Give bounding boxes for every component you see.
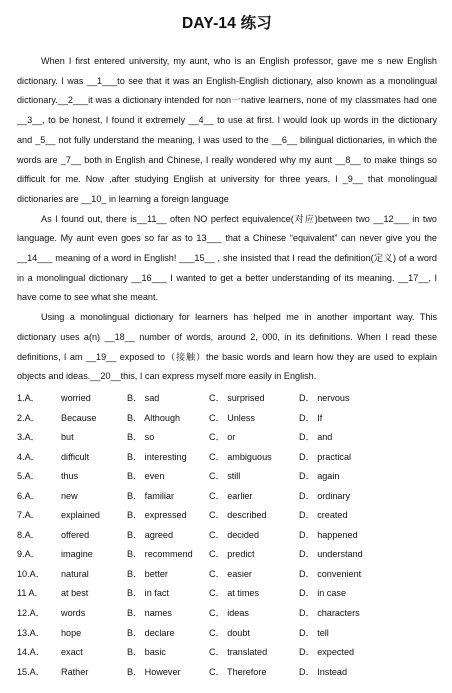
question-number: 3.A． [17,432,40,443]
option-b: B． basic [127,647,166,658]
option-c: C． Unless [209,412,255,423]
question-number: 5.A． [17,471,40,482]
option-a: hope [61,627,82,638]
option-d: D． practical [299,451,352,462]
option-a: Because [61,412,97,423]
question-number: 13.A． [17,627,45,638]
question-number: 11 A． [17,588,44,599]
option-d: D． convenient [299,568,362,579]
option-c: C． at times [209,588,260,599]
option-d: D． ordinary [299,490,351,501]
option-c: C． ambiguous [209,451,272,462]
option-row [17,526,437,546]
option-a: difficult [61,451,90,462]
option-row [17,506,437,526]
option-c: C． surprised [209,392,265,403]
question-number: 10.A． [17,568,45,579]
option-a: imagine [61,549,93,560]
option-row [17,467,437,487]
option-c: C． predict [209,549,255,560]
option-row [17,428,437,448]
option-a: explained [61,510,100,521]
option-d: D． nervous [299,392,350,403]
option-b: B． so [127,432,155,443]
option-b: B． expressed [127,510,187,521]
option-row [17,624,437,644]
option-d: D． Instead [299,666,348,677]
option-c: C． ideas [209,607,249,618]
question-number: 7.A． [17,510,40,521]
option-a: but [61,432,74,443]
option-a: worried [61,392,91,403]
option-d: D． again [299,471,340,482]
option-b: B． better [127,568,168,579]
option-a: Rather [61,666,89,677]
option-b: B． declare [127,627,175,638]
option-c: C． still [209,471,241,482]
option-row [17,409,437,429]
option-a: offered [61,529,90,540]
passage-paragraph: Using a monolingual dictionary for learners has helped me in another important way. This dictionary uses a(n) __18__ number of words, around 2, 000, in its definitions. When I read these definitions, I am __19__ exposed to（接触）the basic words and learn how they are used to explain objects and ideas.__20__this, I can express myself more easily in English. [17,312,437,382]
option-a: at best [61,588,89,599]
option-c: C． or [209,432,236,443]
option-row [17,604,437,624]
option-row [17,487,437,507]
option-b: B． interesting [127,451,187,462]
option-d: D． and [299,432,333,443]
option-c: C． decided [209,529,260,540]
passage-paragraph: When I first entered university, my aunt, who is an English professor, gave me s new English dictionary. I was __1___to see that it was an English-English dictionary, also known as a monolingual dictionary.__2___it was a dictionary intended for non一native learners, none of my classmates had one __3__, to be honest, I found it extremely __4__ to use at first. I would look up words in the dictionary and _5__ not fully understand the meaning, I was used to the __6__ bilingual dictionaries, in which the words are _7__ both in English and Chinese, I really wondered why my aunt __8__ to make things so difficult for me. Now ,after studying English at university for three years, I _9__ that monolingual dictionaries are __10_ in learning a foreign language [17,56,437,204]
option-b: B． names [127,607,172,618]
option-d: D． characters [299,607,360,618]
question-number: 15.A． [17,666,45,677]
option-b: B． even [127,471,165,482]
option-d: D． in case [299,588,347,599]
question-number: 6.A． [17,490,40,501]
option-b: B． sad [127,392,160,403]
answer-options [17,389,437,682]
page-title: DAY-14 练习 [182,15,272,32]
option-a: exact [61,647,83,658]
option-row [17,389,437,409]
option-d: D． understand [299,549,363,560]
option-d: D． tell [299,627,329,638]
option-row [17,448,437,468]
option-row [17,545,437,565]
option-b: B． in fact [127,588,169,599]
question-number: 8.A． [17,529,40,540]
passage-paragraph: As I found out, there is__11__ often NO perfect equivalence(对应)between two __12___ in two language. My aunt even goes so far as to 13___ that a Chinese “equivalent” can never give you the __14___ meaning of a word in English! ___15__ , she insisted that I read the definition(定义) of a word in a monolingual dictionary __16___ I wanted to get a better understanding of its meaning. __17__, I have come to see what she meant. [17,213,437,303]
option-c: C． earlier [209,490,253,501]
option-c: C． Therefore [209,666,267,677]
option-c: C． easier [209,568,252,579]
option-a: natural [61,568,89,579]
option-b: B． Although [127,412,181,423]
option-row [17,584,437,604]
option-a: thus [61,471,79,482]
option-row [17,663,437,683]
option-b: B． However [127,666,181,677]
question-number: 14.A． [17,647,45,658]
cloze-passage [17,52,437,387]
question-number: 2.A． [17,412,40,423]
option-c: C． translated [209,647,268,658]
question-number: 1.A． [17,392,40,403]
option-a: words [61,607,86,618]
option-b: B． recommend [127,549,193,560]
option-d: D． created [299,510,348,521]
option-d: D． expected [299,647,355,658]
option-c: C． described [209,510,267,521]
question-number: 4.A． [17,451,40,462]
option-d: D． If [299,412,323,423]
option-row [17,565,437,585]
option-d: D． happened [299,529,358,540]
question-number: 9.A． [17,549,40,560]
option-c: C． doubt [209,627,250,638]
option-b: B． familiar [127,490,174,501]
question-number: 12.A． [17,607,45,618]
option-row [17,643,437,663]
option-b: B． agreed [127,529,174,540]
option-a: new [61,490,78,501]
